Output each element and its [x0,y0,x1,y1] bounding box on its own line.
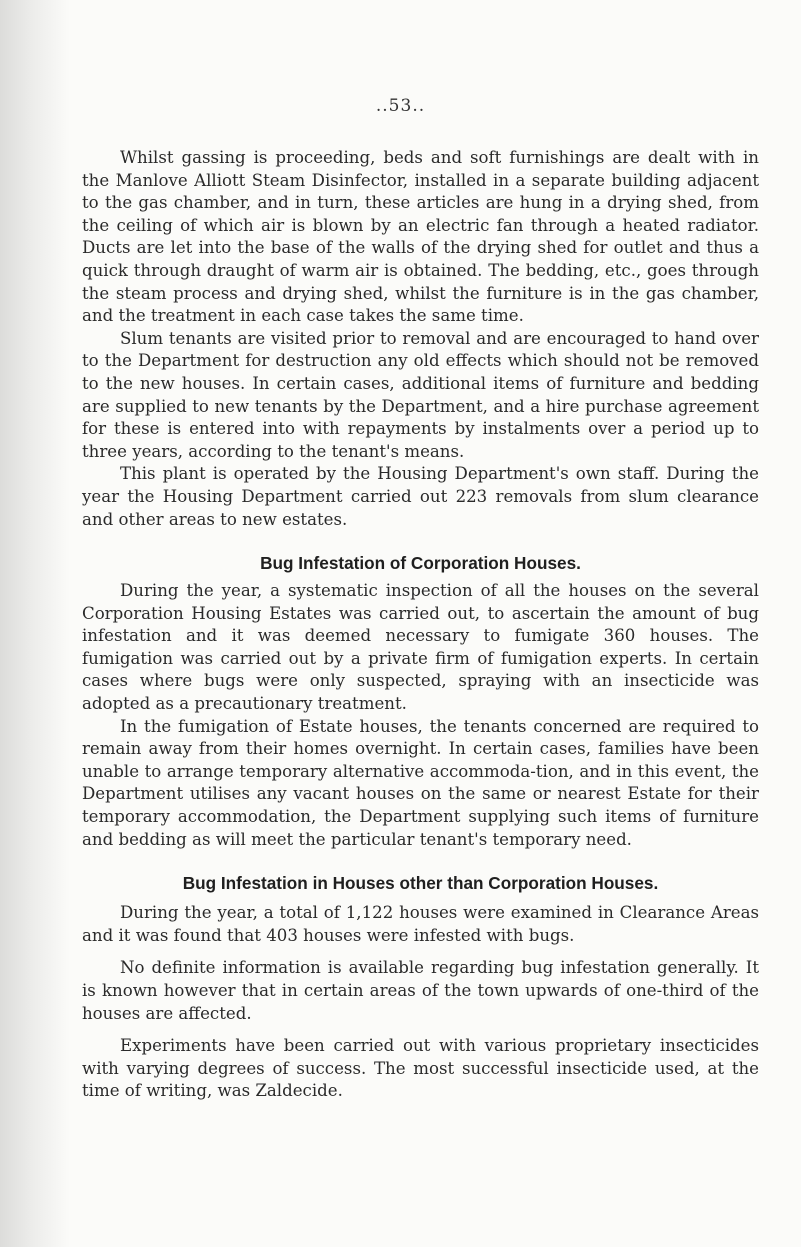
paragraph: Slum tenants are visited prior to removal and are encouraged to hand over to the Department for destruction any old effects which should not be removed to the new houses. In certain cases, additional items of furniture and bedding are supplied to new tenants by the Department, and a hire purchase agreement for these is entered into with repayments by instalments over a period up to three years, according to the tenant's means. [82,328,759,461]
paragraph: This plant is operated by the Housing Department's own staff. During the year the Housing Department carried out 223 removals from slum clearance and other areas to new estates. [82,464,759,529]
section-heading: Bug Infestation of Corporation Houses. [260,553,581,574]
paragraph: During the year, a systematic inspection of all the houses on the several Corporation Housing Estates was carried out, to ascertain the amount of bug infestation and it was deemed necessary to fumigate 360 houses. The fumigation was carried out by a private firm of fumigation experts. In certain cases where bugs were only suspected, spraying with an insecticide was adopted as a precautionary treatment. [82,581,759,714]
binding-shadow [0,0,70,1247]
page-number: ..53.. [375,96,426,116]
document-body [82,147,759,1103]
paragraph: Whilst gassing is proceeding, beds and soft furnishings are dealt with in the Manlove Alliott Steam Disinfector, installed in a separate building adjacent to the gas chamber, and in turn, these articles are hung in a drying shed, from the ceiling of which air is blown by an electric fan through a heated radiator. Ducts are let into the base of the walls of the drying shed for outlet and thus a quick through draught of warm air is obtained. The bedding, etc., goes through the steam process and drying shed, whilst the furniture is in the gas chamber, and the treatment in each case takes the same time. [82,148,759,326]
paragraph: Experiments have been carried out with various proprietary insecticides with varying degrees of success. The most successful insecticide used, at the time of writing, was Zaldecide. [82,1036,759,1101]
paragraph: No definite information is available regarding bug infestation generally. It is known however that in certain areas of the town upwards of one-third of the houses are affected. [82,958,759,1023]
paragraph: During the year, a total of 1,122 houses were examined in Clearance Areas and it was found that 403 houses were infested with bugs. [82,903,759,945]
section-heading: Bug Infestation in Houses other than Corporation Houses. [182,873,659,894]
paragraph: In the fumigation of Estate houses, the tenants concerned are required to remain away from their homes overnight. In certain cases, families have been unable to arrange temporary alternative accommoda-tion, and in this event, the Department utilises any vacant houses on the same or nearest Estate for their temporary accommodation, the Department supplying such items of furniture and bedding as will meet the particular tenant's temporary need. [82,716,759,849]
